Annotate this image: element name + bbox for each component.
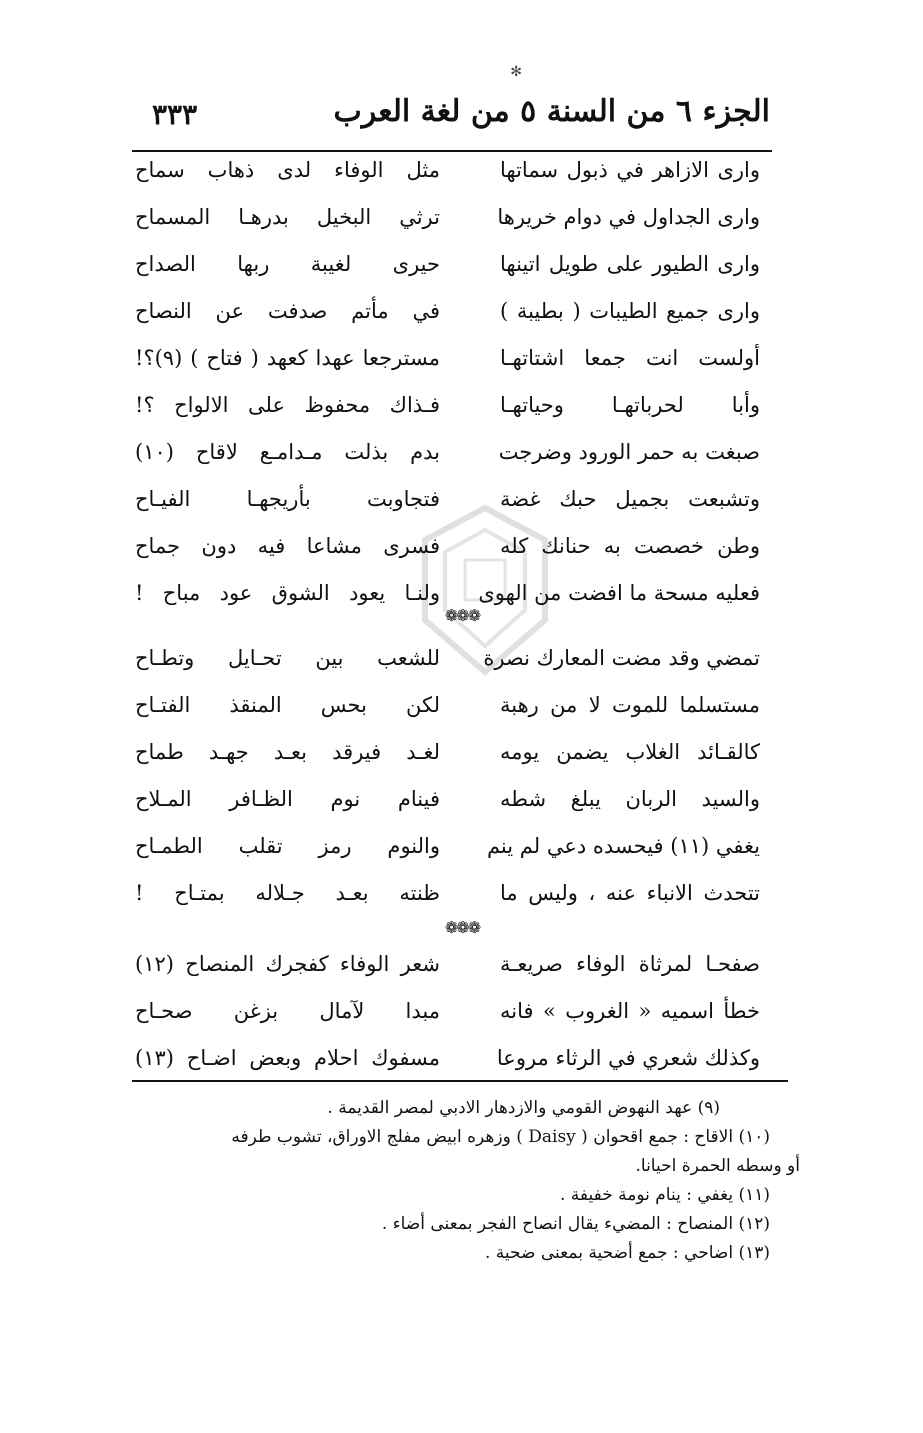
- footnote-10-continuation: أو وسطه الحمرة احيانا.: [635, 1156, 800, 1176]
- verse-first-hemistich: واری الجداول في دوام خريرها: [497, 205, 760, 229]
- verse-first-hemistich: صفحـا لمرثاة الوفاء صريعـة: [500, 952, 760, 976]
- verse-second-hemistich: فتجاوبت بأريجهـا الفيـاح: [135, 487, 440, 511]
- verse-first-hemistich: وطن خصصت به حنانك كله: [500, 534, 760, 558]
- verse-second-hemistich: لكن بحس المنقذ الفتـاح: [135, 693, 440, 717]
- verse-row: [130, 293, 770, 340]
- poem-section-3: [130, 946, 770, 1087]
- verse-second-hemistich: فينام نوم الظـافر المـلاح: [135, 787, 440, 811]
- verse-first-hemistich: واری الازاهر في ذبول سماتها: [500, 158, 760, 182]
- verse-row: [130, 828, 770, 875]
- footnote-12: (١٢) المنصاح : المضيء يقال انصاح الفجر بمعنى أضاء .: [381, 1214, 770, 1234]
- verse-first-hemistich: فعليه مسحة ما افضت من الهوى: [478, 581, 760, 605]
- verse-second-hemistich: فسرى مشاعا فيه دون جماح: [135, 534, 440, 558]
- footnote-10: (١٠) الاقاح : جمع اقحوان ( Daisy ) وزهره ابيض مفلج الاوراق، تشوب طرفه: [231, 1127, 770, 1147]
- verse-first-hemistich: والسيد الربان يبلغ شطه: [500, 787, 760, 811]
- verse-row: [130, 199, 770, 246]
- verse-second-hemistich: فـذاك محفوظ على الالواح ؟!: [135, 393, 440, 417]
- verse-second-hemistich: للشعب بين تحـايل وتطـاح: [135, 646, 440, 670]
- verse-row: [130, 687, 770, 734]
- verse-first-hemistich: واری الطيور على طويل اتينها: [500, 252, 760, 276]
- poem-section-2: [130, 640, 770, 922]
- verse-row: [130, 528, 770, 575]
- verse-row: [130, 434, 770, 481]
- verse-first-hemistich: يغفي (١١) فيحسده دعي لم ينم: [486, 834, 760, 858]
- verse-row: [130, 875, 770, 922]
- verse-second-hemistich: شعر الوفاء كفجرك المنصاح (١٢): [135, 952, 440, 976]
- footnote-9: (٩) عهد النهوض القومي والازدهار الادبي لمصر القديمة .: [327, 1098, 720, 1118]
- verse-second-hemistich: مثل الوفاء لدى ذهاب سماح: [135, 158, 440, 182]
- footnote-rule: [132, 1080, 788, 1082]
- verse-second-hemistich: ولنـا يعود الشوق عود مباح !: [135, 581, 440, 605]
- verse-row: [130, 340, 770, 387]
- running-header: [130, 64, 770, 144]
- verse-first-hemistich: وتشبعت بجميل حبك غضة: [500, 487, 760, 511]
- footnotes: [130, 1094, 800, 1268]
- poem-section-1: [130, 152, 770, 622]
- verse-first-hemistich: مستسلما للموت لا من رهبة: [500, 693, 760, 717]
- verse-second-hemistich: والنوم رمز تقلب الطمـاح: [135, 834, 440, 858]
- verse-second-hemistich: حيرى لغيبة ربها الصداح: [135, 252, 440, 276]
- verse-first-hemistich: وكذلك شعري في الرثاء مروعا: [496, 1046, 760, 1070]
- section-separator: ❁❁❁: [444, 606, 480, 625]
- verse-row: [130, 640, 770, 687]
- footnote-13: (١٣) اضاحي : جمع أضحية بمعنى ضحية .: [485, 1243, 770, 1263]
- verse-first-hemistich: واری جميع الطيبات ( بطيبة ): [500, 299, 760, 323]
- verse-second-hemistich: مسفوك احلام وبعض اضـاح (١٣): [135, 1046, 440, 1070]
- page-number: ٣٣٣: [152, 98, 198, 131]
- verse-row: [130, 781, 770, 828]
- section-separator: ❁❁❁: [444, 918, 480, 937]
- verse-first-hemistich: كالقـائد الغلاب يضمن يومه: [500, 740, 760, 764]
- verse-row: [130, 481, 770, 528]
- verse-second-hemistich: ظنته بعـد جـلاله بمتـاح !: [135, 881, 440, 905]
- footnote-11: (١١) يغفي : ينام نومة خفيفة .: [559, 1185, 770, 1205]
- verse-second-hemistich: ترثي البخيل بدرهـا المسماح: [135, 205, 440, 229]
- verse-second-hemistich: مسترجعا عهدا كعهد ( فتاح ) (٩)؟!: [135, 346, 440, 370]
- verse-row: [130, 387, 770, 434]
- verse-first-hemistich: صبغت به حمر الورود وضرجت: [498, 440, 760, 464]
- verse-second-hemistich: في مأتم صدفت عن النصاح: [135, 299, 440, 323]
- verse-row: [130, 946, 770, 993]
- verse-row: [130, 152, 770, 199]
- header-ornament: ✻: [510, 64, 522, 80]
- header-title: الجزء ٦ من السنة ٥ من لغة العرب: [333, 94, 770, 129]
- verse-first-hemistich: وأبا لحرباتهـا وحياتهـا: [500, 393, 760, 417]
- verse-first-hemistich: أولست انت جمعا اشتاتهـا: [500, 346, 760, 370]
- verse-first-hemistich: تتحدث الانباء عنه ، وليس ما: [500, 881, 760, 905]
- verse-second-hemistich: مبدا لآمال بزغن صحـاح: [135, 999, 440, 1023]
- verse-row: [130, 246, 770, 293]
- verse-row: [130, 993, 770, 1040]
- verse-second-hemistich: بدم بذلت مـدامـع لاقاح (١٠): [135, 440, 440, 464]
- verse-first-hemistich: خطأ اسميه « الغروب » فانه: [500, 999, 760, 1023]
- verse-second-hemistich: لغـد فيرقد بعـد جهـد طماح: [135, 740, 440, 764]
- verse-first-hemistich: تمضي وقد مضت المعارك نصرة: [483, 646, 760, 670]
- verse-row: [130, 734, 770, 781]
